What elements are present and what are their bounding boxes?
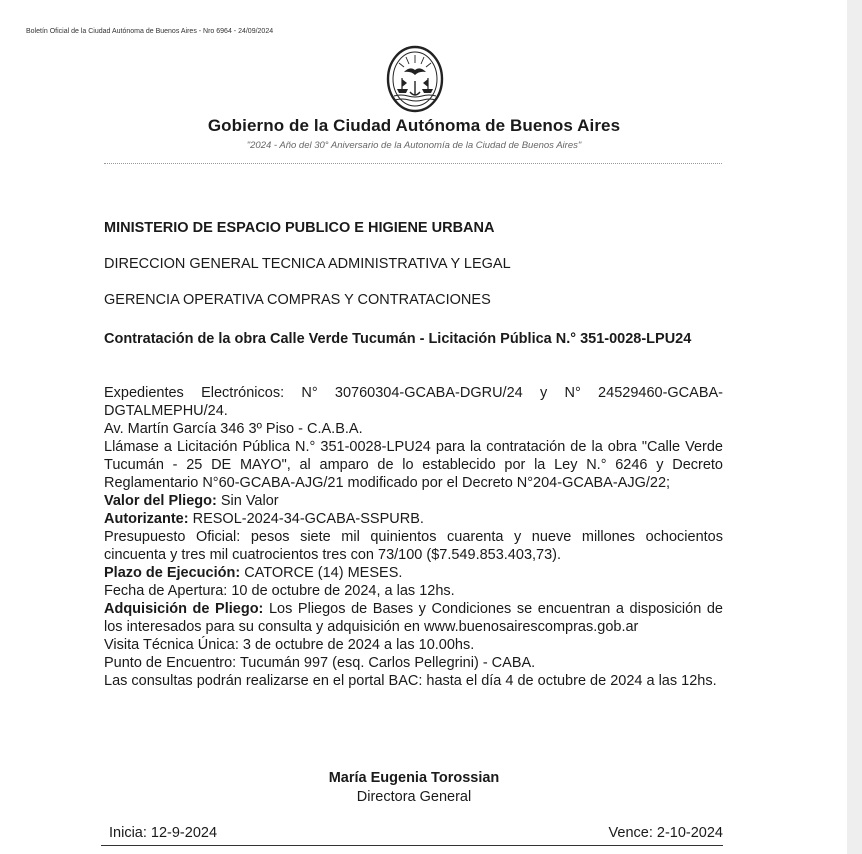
autorizante-label: Autorizante: (104, 511, 189, 527)
direction-heading: DIRECCION GENERAL TECNICA ADMINISTRATIVA Y LEGAL (104, 256, 511, 272)
adquisicion-paragraph (104, 600, 723, 636)
autorizante-value: RESOL-2024-34-GCABA-SSPURB. (188, 511, 424, 527)
city-coat-of-arms-icon (386, 45, 444, 113)
valor-line (104, 492, 723, 510)
adquisicion-value: Los Pliegos de Bases y Condiciones se encuentran a disposición de los interesados para su consulta y adquisición en www.buenosairescompras.gob.ar (104, 601, 723, 635)
plazo-label: Plazo de Ejecución: (104, 565, 241, 581)
header-divider (104, 163, 722, 164)
ministry-heading: MINISTERIO DE ESPACIO PUBLICO E HIGIENE URBANA (104, 220, 495, 236)
presupuesto-paragraph: Presupuesto Oficial: pesos siete mil quinientos cuarenta y nueve millones ochocientos cincuenta y tres mil cuatrocientos tres con 73/100 ($7.549.853.403,73). (104, 529, 723, 563)
visita-line: Visita Técnica Única: 3 de octubre de 2024 a las 10.00hs. (104, 637, 475, 653)
notice-title: Contratación de la obra Calle Verde Tucumán - Licitación Pública N.° 351-0028-LPU24 (104, 331, 692, 347)
signatory-role: Directora General (356, 789, 472, 805)
expedientes-line: Expedientes Electrónicos: N° 30760304-GCABA-DGRU/24 y N° 24529460-GCABA-DGTALMEPHU/24. (104, 385, 723, 419)
valor-label: Valor del Pliego: (104, 493, 217, 509)
management-heading: GERENCIA OPERATIVA COMPRAS Y CONTRATACIONES (104, 292, 491, 308)
adquisicion-label: Adquisición de Pliego: (104, 601, 264, 617)
address-line: Av. Martín García 346 3º Piso - C.A.B.A. (104, 421, 363, 437)
government-title: Gobierno de la Ciudad Autónoma de Buenos Aires (207, 116, 621, 135)
start-date: Inicia: 12-9-2024 (109, 825, 218, 841)
plazo-line (104, 564, 723, 582)
signatory-name: María Eugenia Torossian (328, 770, 500, 786)
notice-body (104, 384, 723, 690)
scrollbar-track[interactable] (847, 0, 862, 854)
fecha-line: Fecha de Apertura: 10 de octubre de 2024, a las 12hs. (104, 583, 455, 599)
bulletin-header: Boletín Oficial de la Ciudad Autónoma de Buenos Aires - Nro 6964 - 24/09/2024 (26, 28, 274, 35)
autorizante-line (104, 510, 723, 528)
valor-value: Sin Valor (216, 493, 279, 509)
anniversary-subtitle: "2024 - Año del 30° Aniversario de la Autonomía de la Ciudad de Buenos Aires" (246, 140, 582, 151)
plazo-value: CATORCE (14) MESES. (240, 565, 403, 581)
end-date: Vence: 2-10-2024 (608, 825, 723, 841)
call-paragraph: Llámase a Licitación Pública N.° 351-0028-LPU24 para la contratación de la obra "Calle Verde Tucumán - 25 DE MAYO", al amparo de lo establecido por la Ley N.° 6246 y Decreto Reglamentario N°60-GCABA-AJG/21 modificado por el Decreto N°204-GCABA-AJG/22; (104, 439, 723, 491)
footer-rule (101, 845, 723, 846)
consultas-paragraph: Las consultas podrán realizarse en el portal BAC: hasta el día 4 de octubre de 2024 a las 12hs. (104, 673, 717, 689)
punto-line: Punto de Encuentro: Tucumán 997 (esq. Carlos Pellegrini) - CABA. (104, 655, 536, 671)
